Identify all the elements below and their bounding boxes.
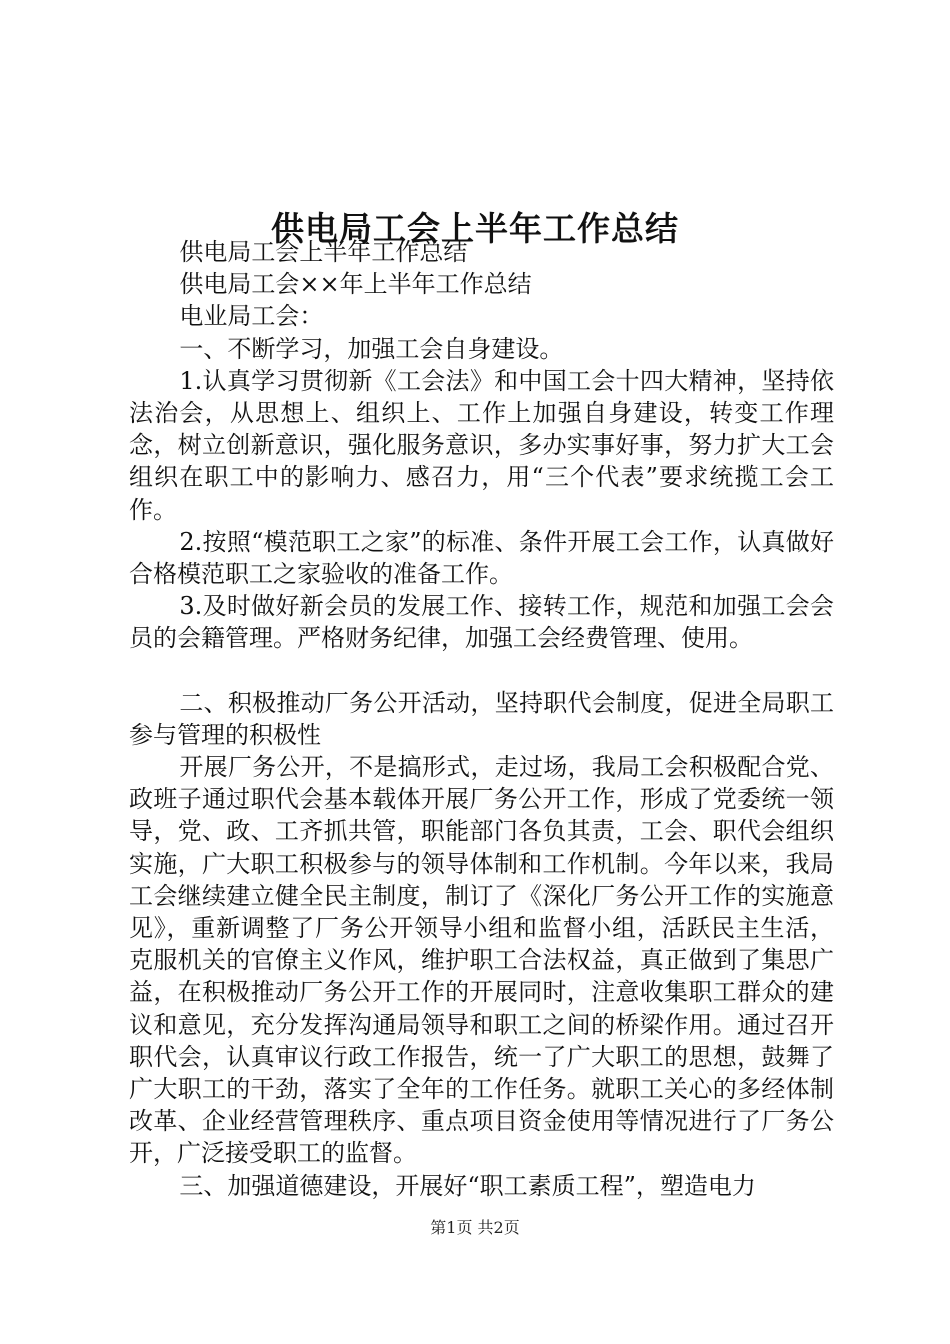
document-body [129, 236, 834, 1202]
paragraph-item-1: 1.认真学习贯彻新《工会法》和中国工会十四大精神，坚持依法治会，从思想上、组织上、工作上加强自身建设，转变工作理念，树立创新意识，强化服务意识，多办实事好事，努力扩大工会组织在职工中的影响力、感召力，用“三个代表”要求统揽工会工作。 [129, 366, 834, 524]
paragraph-body-2: 开展厂务公开，不是搞形式，走过场，我局工会积极配合党、政班子通过职代会基本载体开展厂务公开工作，形成了党委统一领导，党、政、工齐抓共管，职能部门各负其责，工会、职代会组织实施，广大职工积极参与的领导体制和工作机制。今年以来，我局工会继续建立健全民主制度，制订了《深化厂务公开工作的实施意见》，重新调整了厂务公开领导小组和监督小组，活跃民主生活，克服机关的官僚主义作风，维护职工合法权益，真正做到了集思广益，在积极推动厂务公开工作的开展同时，注意收集职工群众的建议和意见，充分发挥沟通局领导和职工之间的桥梁作用。通过召开职代会，认真审议行政工作报告，统一了广大职工的思想，鼓舞了广大职工的干劲，落实了全年的工作任务。就职工关心的多经体制改革、企业经营管理秩序、重点项目资金使用等情况进行了厂务公开，广泛接受职工的监督。 [129, 753, 834, 1168]
section-heading-2: 二、积极推动厂务公开活动，坚持职代会制度，促进全局职工参与管理的积极性 [129, 688, 834, 749]
page-number-footer: 第1页 共2页 [430, 1218, 520, 1237]
paragraph-heading-year: 供电局工会××年上半年工作总结 [179, 270, 532, 299]
document-title: 供电局工会上半年工作总结 [271, 209, 679, 249]
section-heading-3: 三、加强道德建设，开展好“职工素质工程”，塑造电力 [179, 1171, 756, 1200]
paragraph-addressee: 电业局工会： [179, 302, 324, 331]
section-heading-1: 一、不断学习，加强工会自身建设。 [179, 334, 564, 363]
paragraph-item-3: 3.及时做好新会员的发展工作、接转工作，规范和加强工会会员的会籍管理。严格财务纪律，加强工会经费管理、使用。 [129, 592, 834, 653]
paragraph-subtitle: 供电局工会上半年工作总结 [179, 238, 468, 266]
paragraph-item-2: 2.按照“模范职工之家”的标准、条件开展工会工作，认真做好合格模范职工之家验收的准备工作。 [129, 527, 834, 589]
